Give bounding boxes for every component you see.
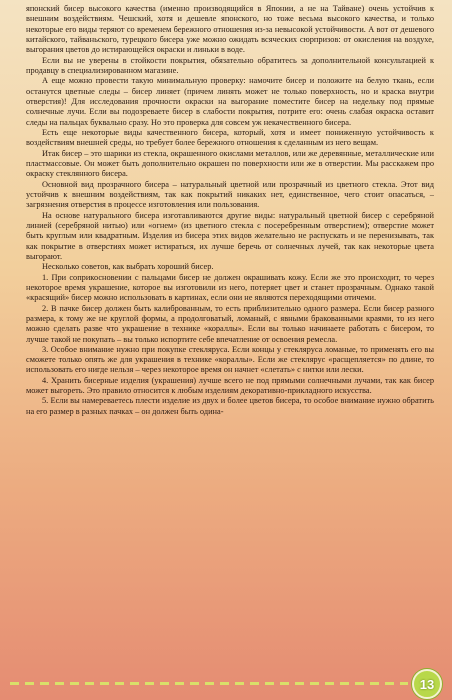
paragraph: 3. Особое внимание нужно при покупке стеклярусa. Если концы у стеклярусa ломаные, то применять его вы сможете только опять же для украшения в технике «кораллы». Если же стеклярус «расщепляется» по длине, то использовать его нигде нельзя – через некоторое время он начнет «слетать» с нитки или лески. xyxy=(26,344,434,375)
paragraph: Есть еще некоторые виды качественного бисера, который, хотя и имеет пониженную устойчивость к воздействиям внешней среды, но требует более бережного отношения к сделанным из него вещам. xyxy=(26,127,434,148)
paragraph: 5. Если вы намереваетесь плести изделие из двух и более цветов бисера, то особое внимание нужно обратить на его размер в разных пачках – он должен быть одина- xyxy=(26,396,434,416)
paragraph: А еще можно провести такую минимальную проверку: намочите бисер и положите на белую ткань, если останутся цветные следы – бисер линяет (причем линять может не только поверхность, но и краска внутри отверстия)! Для исследования прочности окраски на выгорание поместите бисер на недельку под прямые солнечные лучи. Если вы подозреваете бисер в слабости покрытия, потрите его: очень слабая окраска оставит следы на пальцах буквально сразу. Но это проверка для совсем уж некачественного бисера. xyxy=(26,76,434,127)
paragraph: 2. В пачке бисер должен быть калиброванным, то есть приблизительно одного размера. Если бисер разного размера, к тому же не круглой формы, а продолговатый, ломаный, с явными бракованными краями, то из него можно сделать разве что украшение в технике «кораллы». Если вы только начинаете работать с бисером, то лучше такой не покупать – вы только испортите себе впечатление от освоения ремесла. xyxy=(26,303,434,344)
paragraph: 1. При соприкосновении с пальцами бисер не должен окрашивать кожу. Если же это происходит, то через некоторое время украшение, которое вы изготовили из него, потеряет цвет и станет прозрачным. Однако такой «красящий» бисер можно использовать в картинах, если они не являются переходящими отичеми. xyxy=(26,272,434,303)
page-number: 13 xyxy=(419,676,435,692)
paragraph: японский бисер высокого качества (именно производящийся в Японии, а не на Тайване) очень устойчив к внешним воздействиям. Чешский, хотя и дешевле японского, но тоже весьма высокого качества, и только некоторые его виды теряют со временем бережного отношения из-за невысокой устойчивости. А вот от дешевого китайского, тайваньского, турецкого бисера уже можно ожидать всяческих сюрпризов: от окисления на воздухе, выгорания цветов до истирающейся окраски и линьки в воде. xyxy=(26,4,434,55)
paragraph: 4. Хранить бисерные изделия (украшения) лучше всего не под прямыми солнечными лучами, так как бисер может выгореть. Это правило относится к любым изделиям декоративно-прикладного искусства. xyxy=(26,375,434,396)
page-number-badge xyxy=(412,669,442,699)
paragraph: Если вы не уверены в стойкости покрытия, обязательно обратитесь за дополнительной консультацией к продавцу в специализированном магазине. xyxy=(26,55,434,75)
paragraph: Основной вид прозрачного бисера – натуральный цветной или прозрачный из цветного стекла. Этот вид устойчив к внешним воздействиям, так как покрытий никаких нет, единственное, чего стоит опасаться, – загрязнения отверстия в процессе изготовления или пользования. xyxy=(26,179,434,210)
paragraph: Несколько советов, как выбрать хороший бисер. xyxy=(42,262,214,272)
paragraph: На основе натурального бисера изготавливаются другие виды: натуральный цветной бисер с серебряной линией (серебряной нитью) или «огнем» (из цветного стекла с посеребренным отверстием); отверстие может быть круглым или квадратным. Изделия из бисера этих видов желательно не распускать и не перенизывать, так как покрытие в отверстиях может истираться, их лучше беречь от солнечных лучей, так как некоторые цвета выгорают. xyxy=(26,210,434,261)
article-body xyxy=(26,4,434,658)
page-footer xyxy=(0,660,452,700)
decorative-dashed-line xyxy=(10,682,408,685)
paragraph: Итак бисер – это шарики из стекла, окрашенного окислами металлов, или же деревянные, металлические или пластмассовые. Он может быть дополнительно окрашен по поверхности или же в отверстии. Мы расскажем про окраску стеклянного бисера. xyxy=(26,148,434,179)
